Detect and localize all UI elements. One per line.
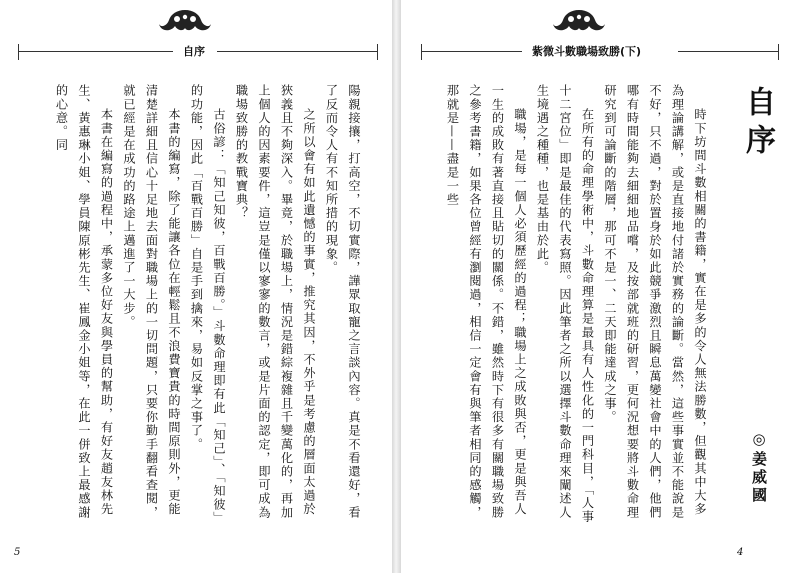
chapter-title: 自序 xyxy=(740,86,775,162)
header-frame xyxy=(18,44,378,60)
book-gutter xyxy=(392,0,401,573)
paragraph: 之所以會有如此遺憾的事實，推究其因，不外乎是考慮的層面太過於狹義且不夠深入。畢竟，於職場上，情況是錯綜複雜且千變萬化的，再加上個人的因素要件，這豈是僅以寥寥的數言，或是片面的認定，即可成為職場致勝的教戰寶典？ xyxy=(234,84,316,520)
paragraph: 職場，是每一個人必須歷經的過程；職場上之成敗與否，更是與吾人一生的成敗有著直接且貼切的關係。不錯，雖然時下有很多有關職場致勝之參考書籍，如果各位曾經有瀏閱過，相信一定會有與筆者相同的感觸，那就是——盡是一些 xyxy=(445,84,527,520)
header-frame xyxy=(421,44,779,60)
paragraph: 古俗諺：「知己知彼，百戰百勝。」斗數命理即有此「知己」、「知彼」的功能，因此「百戰百勝」自是手到擒來，易如反掌之事了。 xyxy=(189,84,226,520)
preface-body xyxy=(421,84,711,524)
running-header-title: 自序 xyxy=(179,44,209,60)
page-number: 5 xyxy=(14,547,21,558)
right-page xyxy=(401,0,793,573)
header-ornament-icon xyxy=(157,6,213,34)
left-page xyxy=(0,0,392,573)
paragraph: 陽親接攘，打高空，不切實際，譁眾取寵之言談內容。真是不看還好，看了反而令人有不知所措的現象。 xyxy=(324,84,361,520)
paragraph: 本書的編寫，除了能讓各位在輕鬆且不浪費寶貴的時間原則外，更能清楚詳細且信心十足地去面對職場上的一切問題，只要你勤手翻看查閱，就已經是在成功的路途上邁進了一大步。 xyxy=(122,84,181,520)
paragraph: 時下坊間斗數相關的書籍，實在是多的令人無法勝數，但觀其中大多為理論講解，或是直接地付諸於實務的論斷。當然，這些事實並不能說是不好，只不過，對於置身於如此競爭激烈且瞬息萬變社會中的人們，他們哪有時間能夠去細細地品嚐，及按部就班的研習，更何況想要將斗數命理研究到可論斷的階層，那可不是一、二天即能達成之事。 xyxy=(603,84,707,520)
paragraph: 在所有的命理學術中，斗數命理算是最具有人性化的一門科目，「人事十二宮位」即是最佳的代表寫照。因此筆者之所以選擇斗數命理來闡述人生境遇之種種，也是基由於此。 xyxy=(535,84,595,524)
running-header-title: 紫微斗數職場致勝(下) xyxy=(528,44,645,60)
paragraph: 本書在編寫的過程中，承蒙多位好友與學員的幫助，有好友趙友林先生、黃惠琳小姐、學員陳原彬先生、崔鳳金小姐等，在此一併致上最感謝的心意。同 xyxy=(54,84,114,520)
preface-body-continued xyxy=(40,84,365,524)
author-byline: ◎姜威國 xyxy=(750,430,768,505)
page-number: 4 xyxy=(737,547,744,558)
header-ornament-icon xyxy=(551,6,607,34)
